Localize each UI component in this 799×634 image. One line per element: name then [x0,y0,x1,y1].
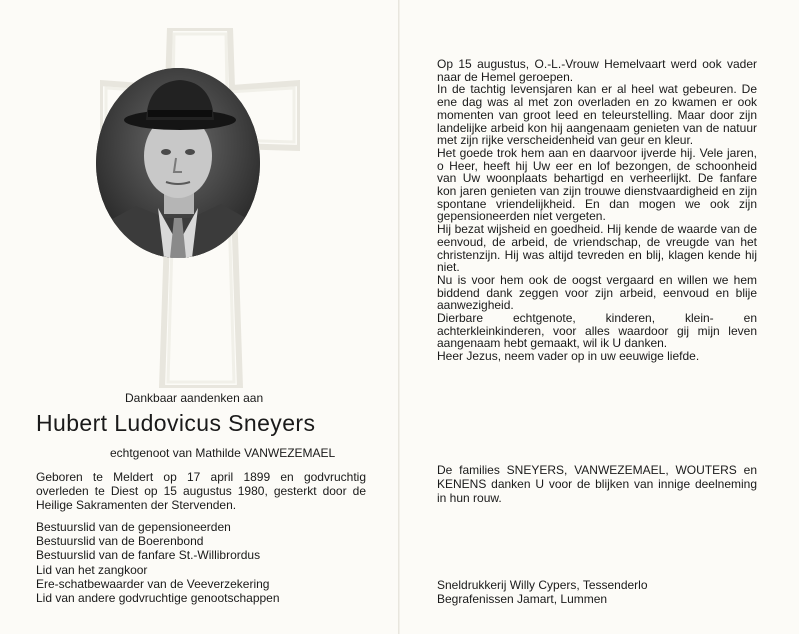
list-item: Bestuurslid van de fanfare St.-Willibrordus [36,548,261,563]
list-item: Lid van andere godvruchtige genootschappen [36,591,280,606]
paragraph: Hij bezat wijsheid en goedheid. Hij kende de waarde van de eenvoud, de arbeid, de vriendschap, de vreugde van het christenzijn. Hij was altijd tevreden en blij, klagen kende hij niet. [437,222,757,275]
printer-credits [437,578,757,606]
paragraph: In de tachtig levensjaren kan er al heel wat gebeuren. De ene dag was al met zon overladen en zo kwamen er ook momenten van groot leed en teleurstelling. Maar door zijn landelijke arbeid kon hij aangenaam genieten van de natuur met zijn rijke verscheidenheid van geur en kleur. [437,82,757,148]
birth-death-text: Geboren te Meldert op 17 april 1899 en godvruchtig overleden te Diest op 15 augustus 1980, gesterkt door de Heilige Sakramenten der Stervenden. [36,470,366,512]
paragraph: Het goede trok hem aan en daarvoor ijverde hij. Vele jaren, o Heer, heeft hij Uw eer en lof bezongen, de schoonheid van Uw woonplaats behartigd en verheerlijkt. De fanfare kon jaren genieten van zijn trouwe dienstvaardigheid en zijn spontane vriendelijkheid. En dan mogen we ook zijn gepensioneerden niet vergeten. [437,145,757,224]
list-item: Lid van het zangkoor [36,562,148,577]
memorial-text [437,58,757,363]
list-item: Bestuurslid van de Boerenbond [36,534,204,549]
printer-line: Begrafenissen Jamart, Lummen [437,592,608,606]
spouse-text: echtgenoot van Mathilde VANWEZEMAEL [110,446,336,460]
deceased-name: Hubert Ludovicus Sneyers [36,410,316,436]
dedication-text: Dankbaar aandenken aan [125,391,264,405]
family-thanks: De families SNEYERS, VANWEZEMAEL, WOUTERS en KENENS danken U voor de blijken van innige deelneming in hun rouw. [437,463,757,505]
roles-list [36,520,356,605]
list-item: Bestuurslid van de gepensioneerden [36,520,231,534]
paragraph: Nu is voor hem ook de oogst vergaard en willen we hem biddend dank zeggen voor zijn arbeid, eenvoud en blije aanwezigheid. [437,272,757,313]
portrait-photo [96,68,260,258]
printer-line: Sneldrukkerij Willy Cypers, Tessenderlo [437,578,648,592]
paragraph: Heer Jezus, neem vader op in uw eeuwige liefde. [437,349,700,364]
paragraph: Dierbare echtgenote, kinderen, klein- en achterkleinkinderen, voor alles waardoor gij mijn leven aangenaam hebt gemaakt, wil ik U danken. [437,311,757,351]
fold-line [398,0,400,634]
list-item: Ere-schatbewaarder van de Veeverzekering [36,576,270,591]
paragraph: Op 15 augustus, O.-L.-Vrouw Hemelvaart werd ook vader naar de Hemel geroepen. [437,57,757,84]
